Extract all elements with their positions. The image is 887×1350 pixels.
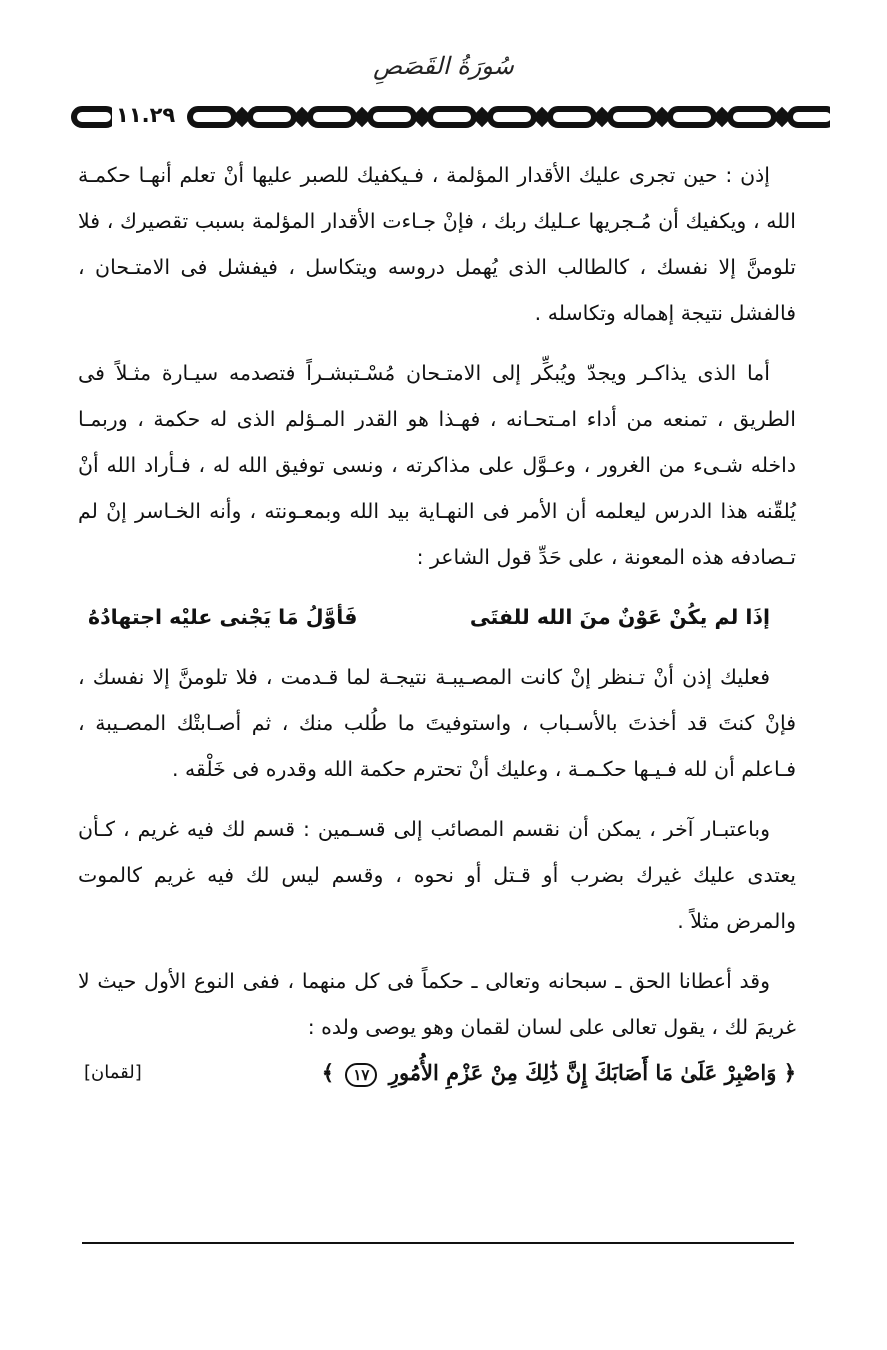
poetry-verse	[78, 594, 796, 640]
quran-verse	[322, 1050, 796, 1096]
quran-reference: [لقمان]	[84, 1062, 142, 1083]
paragraph-3: فعليك إذن أنْ تـنظر إنْ كانت المصـيبـة نتيجـة لما قـدمت ، فلا تلومنَّ إلا نفسك ، فإنْ كنتَ قد أخذتَ بالأسـباب ، واستوفيتَ ما طُلب منك ، ثم أصـابتْك المصـيبة ، فـاعلم أن لله فـيـها حكـمـة ، وعليك أنْ تحترم حكمة الله وقدره فى خَلْقه .	[78, 665, 796, 781]
decorative-chain-rule	[70, 100, 830, 134]
surah-title: سُورَةُ القَصَصِ	[373, 52, 514, 80]
ayah-number: ١٧	[345, 1063, 377, 1087]
quran-open-bracket: ﴿	[783, 1060, 796, 1085]
quran-verse-text: وَاصْبِرْ عَلَىٰ مَا أَصَابَكَ إِنَّ ذَٰلِكَ مِنْ عَزْمِ الأُمُورِ	[388, 1060, 777, 1085]
poetry-first-hemistich: إذَا لم يكُنْ عَوْنٌ منَ الله للفتَى	[469, 605, 770, 629]
poetry-second-hemistich: فَأوَّلُ مَا يَجْنى عليْه اجتهادُهُ	[88, 605, 358, 629]
quran-quote	[78, 1050, 796, 1096]
page-number: ١١.٢٩	[112, 103, 179, 127]
quran-close-bracket: ﴾	[321, 1060, 335, 1085]
paragraph-1: إذن : حين تجرى عليك الأقدار المؤلمة ، فـيكفيك للصبر عليها أنْ تعلم أنهـا حكمـة الله ، ويكفيك أن مُـجريها عـليك ربك ، فإنْ جـاءت الأقدار المؤلمة بسبب تقصيرك ، فلا تلومنَّ إلا نفسك ، كالطالب الذى يُهمل دروسه ويتكاسل ، فيفشل فى الامتـحان ، فالفشل نتيجة إهماله وتكاسله .	[78, 163, 796, 325]
paragraph-2: أما الذى يذاكـر ويجدّ ويُبكِّر إلى الامتـحان مُسْـتبشـراً فتصدمه سيـارة مثـلاً فى الطريق ، تمنعه من أداء امـتحـانه ، فهـذا هو القدر المـؤلم الذى له حكمة ، وربمـا داخله شـىء من الغرور ، وعـوَّل على مذاكرته ، ونسى توفيق الله له ، فـأراد الله أنْ يُلقّنه هذا الدرس ليعلمه أن الأمر فى النهـاية بيد الله وبمعـونته ، وأنه الخـاسر إنْ لم تـصادفه هذه المعونة ، على حَدِّ قول الشاعر :	[78, 361, 796, 569]
paragraph-4: وباعتبـار آخر ، يمكن أن نقسم المصائب إلى قسـمين : قسم لك فيه غريم ، كـأن يعتدى عليك غيرك بضرب أو قـتل أو نحوه ، وقسم ليس لك فيه غريم كالموت والمرض مثلاً .	[78, 817, 796, 933]
footer-divider	[82, 1242, 794, 1244]
paragraph-5: وقد أعطانا الحق ـ سبحانه وتعالى ـ حكماً فى كل منهما ، ففى النوع الأول حيث لا غريمَ لك ، يقول تعالى على لسان لقمان وهو يوصى ولده :	[78, 969, 796, 1039]
main-text	[78, 152, 796, 1096]
